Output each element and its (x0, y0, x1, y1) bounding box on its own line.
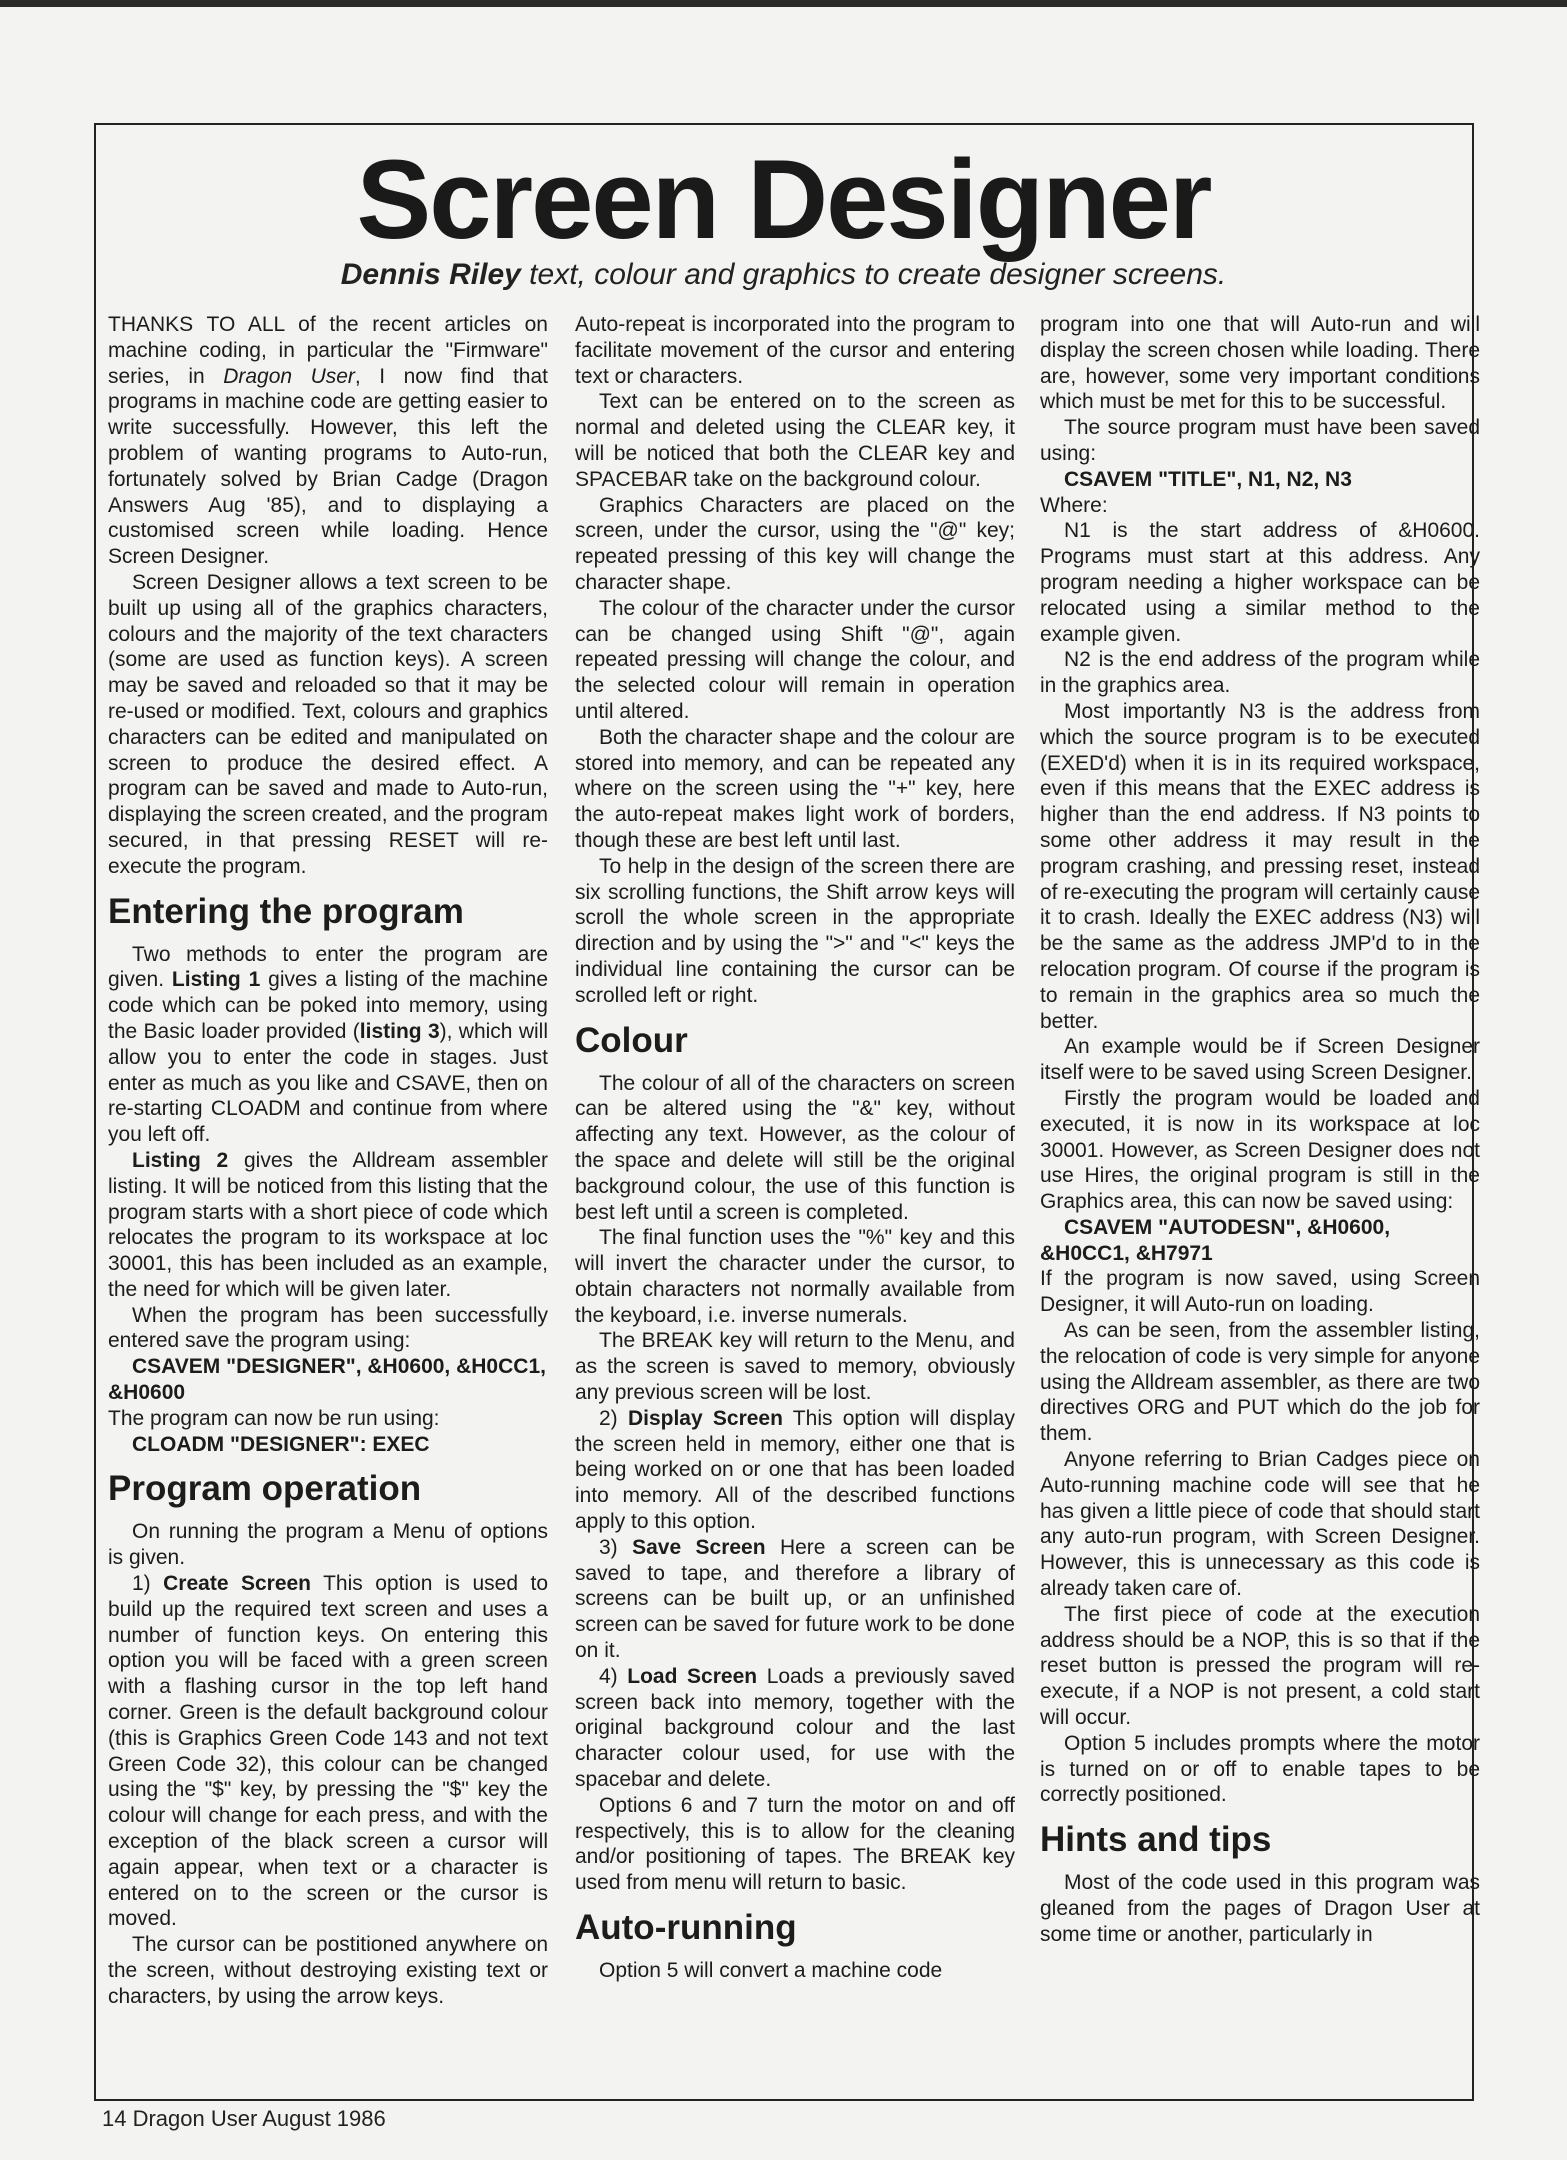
paragraph: Anyone referring to Brian Cadges piece on Auto-running machine code will see that he has given a little piece of code that should start any auto-run program, with Screen Designer. However, this is unnecessary as this code is already taken care of. (1040, 1448, 1480, 1601)
paragraph: 4) Load Screen Loads a previously saved screen back into memory, together with the original background colour and the last character colour used, for use with the spacebar and delete. (575, 1664, 1015, 1792)
code-line: CLOADM "DESIGNER": EXEC (132, 1432, 430, 1456)
paragraph: 1) Create Screen This option is used to build up the required text screen and uses a number of function keys. On entering this option you will be faced with a green screen with a flashing cursor in the top left hand corner. Green is the default background colour (this is Graphics Green Code 143 and not text Green Code 32), this colour can be changed using the "$" key, by pressing the "$" key the colour will change for each press, and with the exception of the black screen a cursor will again appear, when text or a character is entered on to the screen or the cursor is moved. (108, 1572, 548, 1931)
paragraph: The colour of all of the characters on screen can be altered using the "&" key, without affecting any text. However, as the colour of the space and delete will still be the original background colour, the use of this function is best left until a screen is completed. (575, 1071, 1015, 1224)
code-line: CSAVEM "AUTODESN", &H0600, &H0CC1, &H7971 (1040, 1215, 1391, 1265)
author-name: Dennis Riley (340, 258, 521, 291)
paragraph: An example would be if Screen Designer itself were to be saved using Screen Designer. (1040, 1035, 1480, 1085)
paragraph: Firstly the program would be loaded and executed, it is now in its workspace at loc 30001. However, as Screen Designer does not use Hires, the original program is still in the Graphics area, this can now be saved using: (1040, 1086, 1480, 1214)
page-footer: 14 Dragon User August 1986 (102, 2106, 386, 2131)
magazine-name: Dragon User (223, 364, 355, 388)
paragraph: Most of the code used in this program was gleaned from the pages of Dragon User at some time or another, particularly in (1040, 1871, 1480, 1946)
paragraph: Graphics Characters are placed on the screen, under the cursor, using the "@" key; repeated pressing of this key will change the character shape. (575, 493, 1015, 594)
article-subtitle (0, 258, 1567, 292)
column-2 (575, 312, 1015, 2092)
paragraph: Text can be entered on to the screen as normal and deleted using the CLEAR key, it will be noticed that both the CLEAR key and SPACEBAR take on the background colour. (575, 390, 1015, 491)
paragraph: N1 is the start address of &H0600. Programs must start at this address. Any program needing a higher workspace can be relocated using a similar method to the example given. (1040, 519, 1480, 646)
paragraph: THANKS TO ALL of the recent articles on machine coding, in particular the "Firmware" series, in Dragon User, I now find that programs in machine code are getting easier to write successfully. However, this left the problem of wanting programs to Auto-run, fortunately solved by Brian Cadge (Dragon Answers Aug '85), and to displaying a customised screen while loading. Hence Screen Designer. (108, 313, 548, 569)
paragraph: The cursor can be postitioned anywhere on the screen, without destroying existing text or characters, by using the arrow keys. (108, 1933, 548, 2008)
paragraph: The program can now be run using: (108, 1406, 440, 1430)
paragraph: program into one that will Auto-run and will display the screen chosen while loading. There are, however, some very important conditions which must be met for this to be successful. (1040, 313, 1480, 414)
code-line: CSAVEM "TITLE", N1, N2, N3 (1064, 467, 1352, 491)
paragraph: 3) Save Screen Here a screen can be saved to tape, and therefore a library of screens can be built up, or an unfinished screen can be saved for future work to be done on it. (575, 1535, 1015, 1663)
heading-autorun: Auto-running (575, 1908, 797, 1948)
paragraph: Auto-repeat is incorporated into the program to facilitate movement of the cursor and entering text or characters. (575, 313, 1015, 388)
top-rule (0, 0, 1567, 7)
paragraph: On running the program a Menu of options is given. (108, 1520, 548, 1570)
column-1 (108, 312, 548, 2092)
paragraph: Most importantly N3 is the address from which the source program is to be executed (EXED'd) when it is in its required workspace, even if this means that the EXEC address is higher than the end address. If N3 points to some other address it may result in the program crashing, and pressing reset, instead of re-executing the program will certainly cause it to crash. Ideally the EXEC address (N3) will be the same as the address JMP'd to in the relocation program. Of course if the program is to remain in the graphics area so much the better. (1040, 699, 1480, 1033)
paragraph: 2) Display Screen This option will display the screen held in memory, either one that is being worked on or one that has been loaded into memory. All of the described functions apply to this option. (575, 1406, 1015, 1534)
paragraph: Option 5 includes prompts where the motor is turned on or off to enable tapes to be correctly positioned. (1040, 1731, 1480, 1807)
paragraph: N2 is the end address of the program while in the graphics area. (1040, 648, 1480, 698)
column-3 (1040, 312, 1480, 2092)
heading-operation: Program operation (108, 1469, 422, 1509)
paragraph: If the program is now saved, using Screen Designer, it will Auto-run on loading. (1040, 1267, 1480, 1317)
paragraph: As can be seen, from the assembler listing, the relocation of code is very simple for anyone using the Alldream assembler, as there are two directives ORG and PUT which do the job for them. (1040, 1319, 1480, 1446)
paragraph: Options 6 and 7 turn the motor on and off respectively, this is to allow for the cleaning and/or positioning of tapes. The BREAK key used from menu will return to basic. (575, 1793, 1015, 1895)
heading-colour: Colour (575, 1020, 688, 1060)
paragraph: The first piece of code at the execution address should be a NOP, this is so that if the reset button is pressed the program will re-execute, if a NOP is not present, a cold start will occur. (1040, 1602, 1480, 1730)
paragraph: The colour of the character under the cursor can be changed using Shift "@", again repeated pressing will change the colour, and the selected colour will remain in operation until altered. (575, 596, 1015, 723)
subtitle-text: text, colour and graphics to create designer screens. (529, 258, 1227, 291)
paragraph: Screen Designer allows a text screen to be built up using all of the graphics characters, colours and the majority of the text characters (some are used as function keys). A screen may be saved and reloaded so that it may be re-used or modified. Text, colours and graphics characters can be edited and manipulated on screen to produce the desired effect. A program can be saved and made to Auto-run, displaying the screen created, and the program secured, in that pressing RESET will re-execute the program. (108, 570, 548, 878)
paragraph: The BREAK key will return to the Menu, and as the screen is saved to memory, obviously any previous screen will be lost. (575, 1329, 1015, 1405)
paragraph: Listing 2 gives the Alldream assembler listing. It will be noticed from this listing that the program starts with a short piece of code which relocates the program to its workspace at loc 30001, this has been included as an example, the need for which will be given later. (108, 1148, 548, 1301)
paragraph: When the program has been successfully entered save the program using: (108, 1303, 548, 1353)
article-title: Screen Designer (356, 137, 1211, 262)
paragraph: Two methods to enter the program are given. Listing 1 gives a listing of the machine code which can be poked into memory, using the Basic loader provided (listing 3), which will allow you to enter the code in stages. Just enter as much as you like and CSAVE, then on re-starting CLOADM and continue from where you left off. (108, 942, 548, 1147)
paragraph: The final function uses the "%" key and this will invert the character under the cursor, to obtain characters not normally available from the keyboard, i.e. inverse numerals. (575, 1226, 1015, 1327)
paragraph: The source program must have been saved using: (1040, 416, 1480, 465)
code-line: CSAVEM "DESIGNER", &H0600, &H0CC1, &H0600 (108, 1355, 546, 1405)
paragraph: Option 5 will convert a machine code (599, 1959, 943, 1983)
paragraph: To help in the design of the screen there are six scrolling functions, the Shift arrow keys will scroll the whole screen in the appropriate direction and by using the ">" and "<" keys the individual line containing the cursor can be scrolled left or right. (575, 854, 1015, 1007)
paragraph: Both the character shape and the colour are stored into memory, and can be repeated any where on the screen using the "+" key, here the auto-repeat makes light work of borders, though these are best left until last. (575, 725, 1015, 852)
heading-hints: Hints and tips (1040, 1820, 1272, 1860)
heading-entering: Entering the program (108, 891, 464, 931)
paragraph: Where: (1040, 493, 1108, 517)
